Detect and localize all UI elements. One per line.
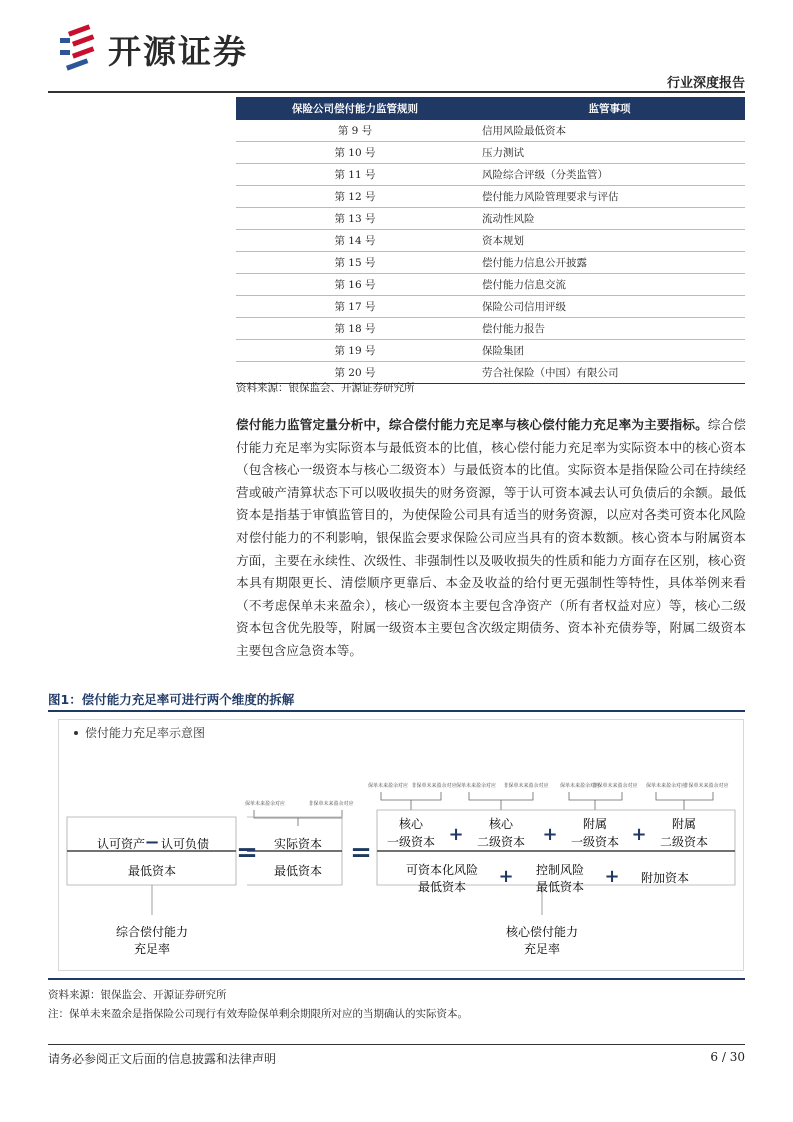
table-row [236, 274, 745, 296]
rule-subject-cell: 信用风险最低资本 [474, 120, 745, 142]
table-row [236, 252, 745, 274]
table-header-cell: 保险公司偿付能力监管规则 [236, 97, 474, 120]
additional-capital-label: 附加资本 [640, 871, 690, 885]
rule-number-cell: 第 17 号 [236, 296, 474, 318]
rules-table [236, 97, 745, 384]
supp-tier2-label: 附属 [671, 817, 697, 831]
body-paragraph [236, 414, 746, 663]
actual-capital-label: 实际资本 [273, 837, 323, 851]
rule-subject-cell: 偿付能力报告 [474, 318, 745, 340]
rule-subject-cell: 资本规划 [474, 230, 745, 252]
paragraph-lead: 偿付能力监管定量分析中，综合偿付能力充足率与核心偿付能力充足率为主要指标。 [236, 417, 708, 432]
equals-sign: = [350, 838, 372, 868]
rule-subject-cell: 偿付能力风险管理要求与评估 [474, 186, 745, 208]
small-label: 非保单未来盈余对应 [683, 783, 729, 789]
rule-number-cell: 第 9 号 [236, 120, 474, 142]
core-tier1-label: 核心 [398, 817, 424, 831]
small-label: 非保单未来盈余对应 [411, 783, 457, 789]
small-label: 非保单未来盈余对应 [592, 783, 638, 789]
table-row [236, 340, 745, 362]
plus-sign: + [542, 824, 558, 845]
minus-sign: − [144, 832, 160, 853]
rule-number-cell: 第 11 号 [236, 164, 474, 186]
table-header-cell: 监管事项 [474, 97, 745, 120]
plus-sign: + [604, 866, 620, 887]
rule-number-cell: 第 15 号 [236, 252, 474, 274]
equals-sign: = [236, 838, 258, 868]
table-row [236, 318, 745, 340]
plus-sign: + [498, 866, 514, 887]
comprehensive-solvency-caption-2: 充足率 [133, 942, 171, 956]
supp-tier1-label: 附属 [582, 817, 608, 831]
rule-number-cell: 第 20 号 [236, 362, 474, 384]
control-risk-label: 控制风险 [535, 863, 585, 877]
supp-tier2-label-2: 二级资本 [659, 835, 709, 849]
table-header-row [236, 97, 745, 120]
plus-sign: + [448, 824, 464, 845]
mid-min-capital-label: 最低资本 [273, 864, 323, 878]
capitalizable-risk-label-2: 最低资本 [417, 880, 467, 894]
footer-disclaimer: 请务必参阅正文后面的信息披露和法律声明 [48, 1052, 277, 1066]
recognized-assets-label: 认可资产 [96, 837, 146, 851]
core-tier2-label: 核心 [488, 817, 514, 831]
small-label: 保单未来盈余对应 [244, 801, 286, 807]
figure-title: 图1：偿付能力充足率可进行两个维度的拆解 [48, 692, 295, 707]
control-risk-label-2: 最低资本 [535, 880, 585, 894]
comprehensive-solvency-caption: 综合偿付能力 [115, 925, 189, 939]
recognized-liabilities-label: 认可负债 [160, 837, 210, 851]
figure-bottom-rule [48, 978, 745, 980]
supp-tier1-label-2: 一级资本 [570, 835, 620, 849]
company-name: 开源证券 [108, 32, 248, 71]
small-label: 非保单未来盈余对应 [308, 801, 354, 807]
rule-subject-cell: 偿付能力信息交流 [474, 274, 745, 296]
table-row [236, 120, 745, 142]
logo-mark-icon [56, 22, 106, 72]
rule-subject-cell: 风险综合评级（分类监管） [474, 164, 745, 186]
header-divider [48, 91, 745, 93]
rule-subject-cell: 保险公司信用评级 [474, 296, 745, 318]
core-tier2-label-2: 二级资本 [476, 835, 526, 849]
company-logo [56, 22, 316, 72]
figure-note: 注：保单未来盈余是指保险公司现行有效寿险保单剩余期限所对应的当期确认的实际资本。 [48, 1008, 468, 1020]
paragraph-body: 综合偿付能力充足率为实际资本与最低资本的比值，核心偿付能力充足率为实际资本中的核心资本（包含核心一级资本与核心二级资本）与最低资本的比值。实际资本是指保险公司在持续经营或破产清算状态下可以吸收损失的财务资源，等于认可资本减去认可负债后的余额。最低资本是指基于审慎监管目的，为使保险公司具有适当的财务资源，以应对各类可资本化风险对偿付能力的不利影响，银保监会要求保险公司应当具有的资本数额。核心资本与附属资本方面，主要在永续性、次级性、非强制性以及吸收损失的性质和能力方面存在区别，核心资本具有期限更长、清偿顺序更靠后、本金及收益的给付更无强制性等特性，具体举例来看（不考虑保单未来盈余），核心一级资本主要包含净资产（所有者权益对应）等，核心二级资本包含优先股等，附属一级资本主要包含次级定期债务、资本补充债券等，附属二级资本主要包含应急资本等。 [236, 417, 747, 658]
table-row [236, 296, 745, 318]
small-label: 保单未来盈余对应 [455, 783, 497, 789]
rule-subject-cell: 保险集团 [474, 340, 745, 362]
rule-number-cell: 第 16 号 [236, 274, 474, 296]
core-solvency-caption-2: 充足率 [523, 942, 561, 956]
figure-bullet: 偿付能力充足率示意图 [85, 726, 206, 740]
report-type: 行业深度报告 [666, 76, 745, 91]
table-row [236, 230, 745, 252]
table-row [236, 186, 745, 208]
table-source: 资料来源：银保监会、开源证券研究所 [236, 382, 415, 394]
small-label: 保单未来盈余对应 [645, 783, 687, 789]
core-tier1-label-2: 一级资本 [386, 835, 436, 849]
left-min-capital-label: 最低资本 [127, 864, 177, 878]
rule-number-cell: 第 12 号 [236, 186, 474, 208]
rule-number-cell: 第 19 号 [236, 340, 474, 362]
rule-subject-cell: 劳合社保险（中国）有限公司 [474, 362, 745, 384]
rule-number-cell: 第 14 号 [236, 230, 474, 252]
table-row [236, 208, 745, 230]
figure-source: 资料来源：银保监会、开源证券研究所 [48, 989, 227, 1001]
rule-number-cell: 第 13 号 [236, 208, 474, 230]
rule-subject-cell: 压力测试 [474, 142, 745, 164]
rule-number-cell: 第 10 号 [236, 142, 474, 164]
figure-frame [58, 719, 744, 971]
small-label: 保单未来盈余对应 [367, 783, 409, 789]
footer-divider [48, 1044, 745, 1045]
rule-subject-cell: 流动性风险 [474, 208, 745, 230]
page-number: 6 / 30 [710, 1050, 745, 1064]
rule-subject-cell: 偿付能力信息公开披露 [474, 252, 745, 274]
figure-top-rule [48, 710, 745, 712]
plus-sign: + [631, 824, 647, 845]
table-row [236, 142, 745, 164]
capitalizable-risk-label: 可资本化风险 [405, 863, 479, 877]
small-label: 非保单未来盈余对应 [503, 783, 549, 789]
small-label: 保单未来盈余对应 [559, 783, 601, 789]
core-solvency-caption: 核心偿付能力 [505, 925, 579, 939]
bullet-dot [74, 731, 78, 735]
solvency-diagram [59, 720, 743, 970]
table-row [236, 164, 745, 186]
rule-number-cell: 第 18 号 [236, 318, 474, 340]
